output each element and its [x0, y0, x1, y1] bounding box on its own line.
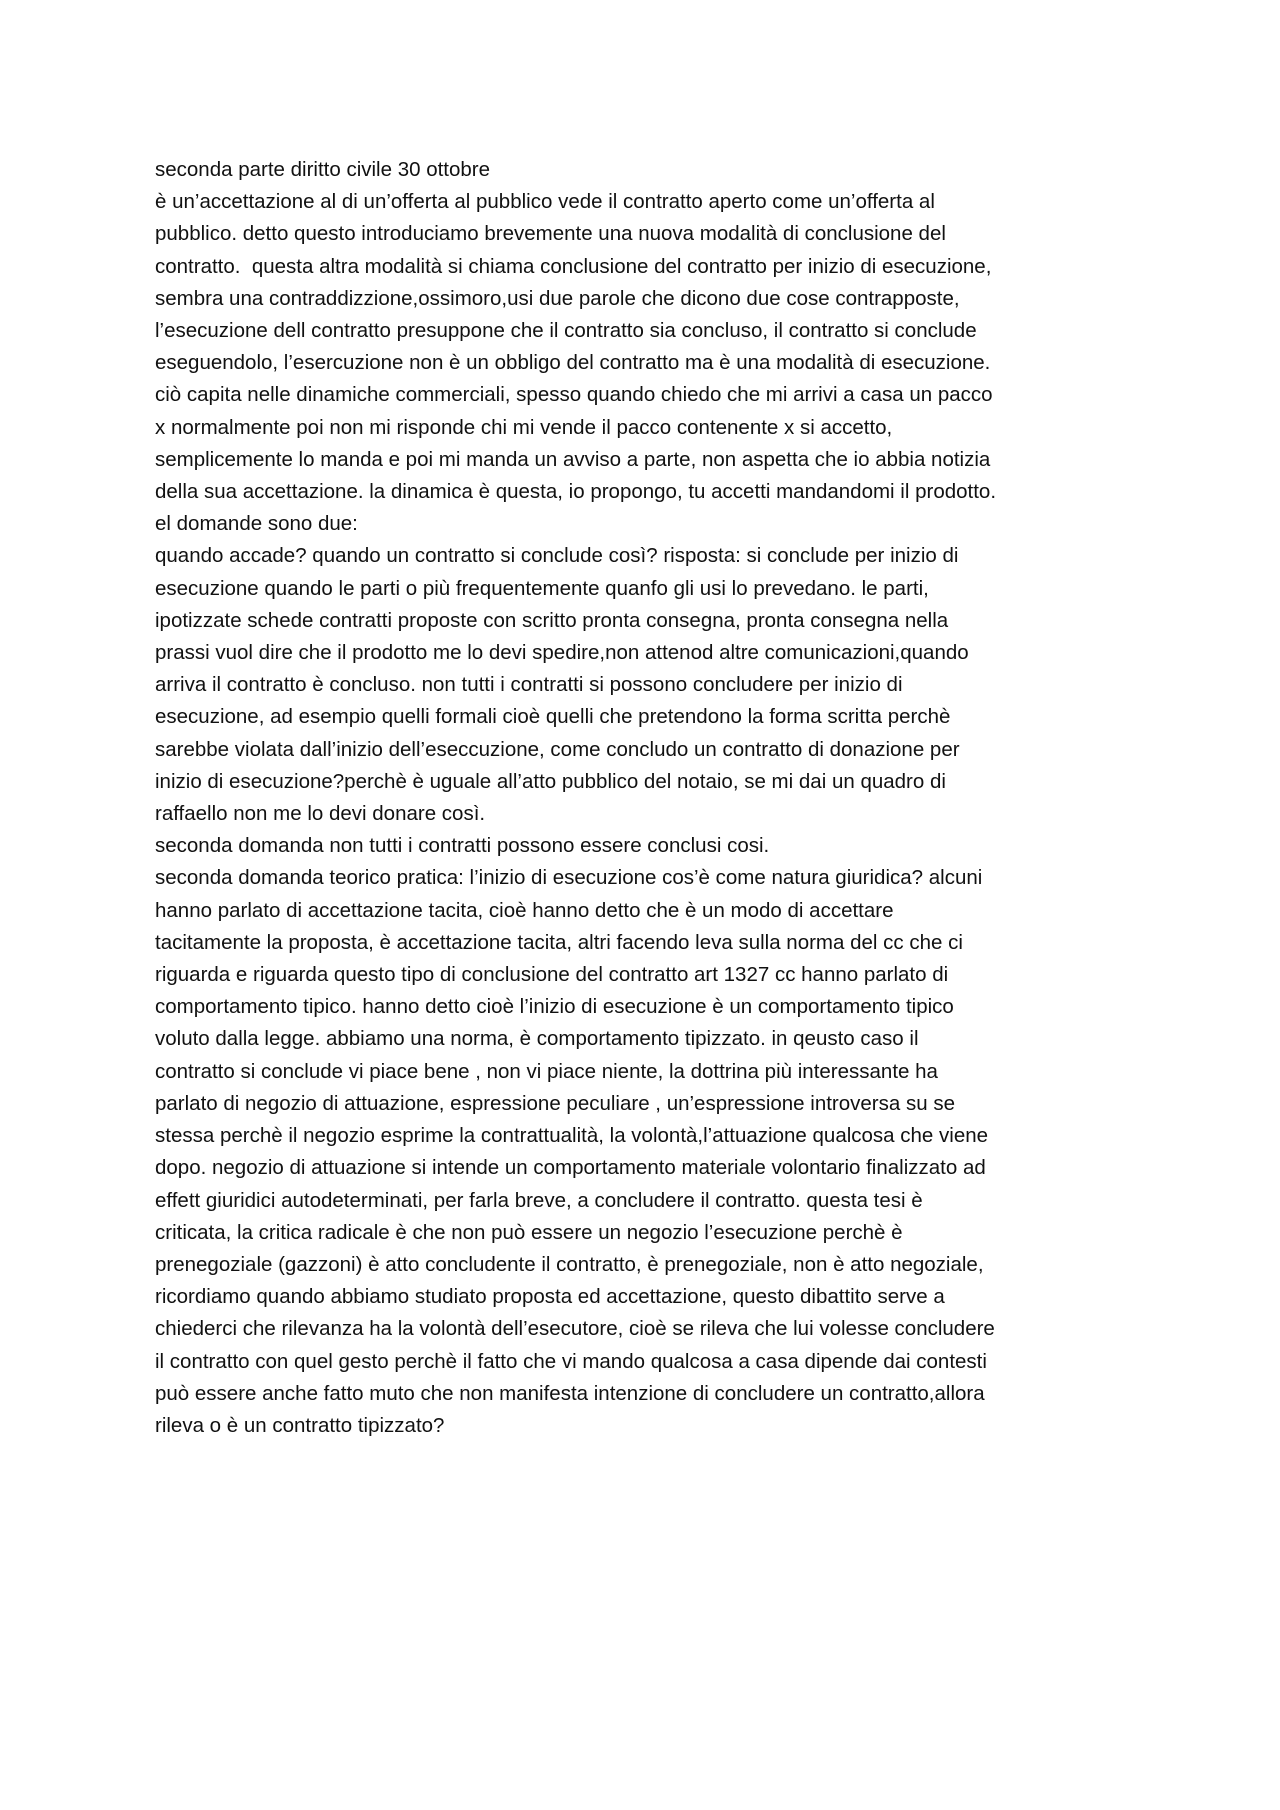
text-line: è un’accettazione al di un’offerta al pubblico vede il contratto aperto come un’offerta al	[155, 190, 935, 214]
text-line: contratto si conclude vi piace bene , non vi piace niente, la dottrina più interessante ha	[155, 1059, 938, 1083]
text-line: seconda parte diritto civile 30 ottobre	[155, 158, 491, 181]
text-line: può essere anche fatto muto che non manifesta intenzione di concludere un contratto,allora	[155, 1381, 985, 1405]
text-line: contratto. questa altra modalità si chiama conclusione del contratto per inizio di esecuzione,	[155, 254, 992, 278]
text-line: hanno parlato di accettazione tacita, cioè hanno detto che è un modo di accettare	[155, 898, 894, 922]
text-line: pubblico. detto questo introduciamo brevemente una nuova modalità di conclusione del	[155, 222, 946, 246]
text-line: l’esecuzione dell contratto presuppone che il contratto sia concluso, il contratto si conclude	[155, 319, 977, 343]
text-line: sarebbe violata dall’inizio dell’eseccuzione, come concludo un contratto di donazione per	[155, 737, 960, 761]
text-line: raffaello non me lo devi donare così.	[155, 802, 486, 826]
text-line: esecuzione quando le parti o più frequentemente quanfo gli usi lo prevedano. le parti,	[155, 576, 929, 600]
text-line: semplicemente lo manda e poi mi manda un avviso a parte, non aspetta che io abbia notizia	[155, 447, 991, 471]
text-line: criticata, la critica radicale è che non può essere un negozio l’esecuzione perchè è	[155, 1220, 903, 1244]
text-line: rileva o è un contratto tipizzato?	[155, 1413, 445, 1437]
text-line: riguarda e riguarda questo tipo di conclusione del contratto art 1327 cc hanno parlato di	[155, 963, 949, 987]
text-line: tacitamente la proposta, è accettazione tacita, altri facendo leva sulla norma del cc che ci	[155, 930, 963, 954]
text-line: x normalmente poi non mi risponde chi mi vende il pacco contenente x si accetto,	[155, 415, 893, 439]
text-line: parlato di negozio di attuazione, espressione peculiare , un’espressione introversa su se	[155, 1091, 955, 1115]
text-line: seconda domanda teorico pratica: l’inizio di esecuzione cos’è come natura giuridica? alcuni	[155, 866, 983, 890]
text-line: prassi vuol dire che il prodotto me lo devi spedire,non attenod altre comunicazioni,quando	[155, 641, 969, 665]
text-line: inizio di esecuzione?perchè è uguale all’atto pubblico del notaio, se mi dai un quadro di	[155, 769, 946, 793]
text-line: della sua accettazione. la dinamica è questa, io propongo, tu accetti mandandomi il prodotto.	[155, 480, 997, 504]
text-line: seconda domanda non tutti i contratti possono essere conclusi cosi.	[155, 834, 770, 858]
text-line: effett giuridici autodeterminati, per farla breve, a concludere il contratto. questa tesi è	[155, 1188, 923, 1212]
text-line: il contratto con quel gesto perchè il fatto che vi mando qualcosa a casa dipende dai contesti	[155, 1349, 987, 1373]
text-line: chiederci che rilevanza ha la volontà dell’esecutore, cioè se rileva che lui volesse concludere	[155, 1317, 995, 1341]
text-line: esecuzione, ad esempio quelli formali cioè quelli che pretendono la forma scritta perchè	[155, 705, 951, 729]
text-line: sembra una contraddizzione,ossimoro,usi due parole che dicono due cose contrapposte,	[155, 286, 960, 310]
text-line: ricordiamo quando abbiamo studiato proposta ed accettazione, questo dibattito serve a	[155, 1285, 945, 1309]
text-line: ipotizzate schede contratti proposte con scritto pronta consegna, pronta consegna nella	[155, 608, 949, 632]
document-body	[155, 154, 1155, 1442]
text-line: el domande sono due:	[155, 512, 358, 536]
text-line: comportamento tipico. hanno detto cioè l’inizio di esecuzione è un comportamento tipico	[155, 995, 954, 1019]
text-line: stessa perchè il negozio esprime la contrattualità, la volontà,l’attuazione qualcosa che viene	[155, 1124, 989, 1148]
text-line: voluto dalla legge. abbiamo una norma, è comportamento tipizzato. in qeusto caso il	[155, 1027, 919, 1051]
text-line: quando accade? quando un contratto si conclude così? risposta: si conclude per inizio di	[155, 544, 959, 568]
text-line: arriva il contratto è concluso. non tutti i contratti si possono concludere per inizio di	[155, 673, 903, 697]
text-line: eseguendolo, l’esercuzione non è un obbligo del contratto ma è una modalità di esecuzione.	[155, 351, 991, 375]
text-line: ciò capita nelle dinamiche commerciali, spesso quando chiedo che mi arrivi a casa un pacco	[155, 383, 993, 407]
text-line: dopo. negozio di attuazione si intende un comportamento materiale volontario finalizzato ad	[155, 1156, 986, 1180]
text-line: prenegoziale (gazzoni) è atto concludente il contratto, è prenegoziale, non è atto negoziale,	[155, 1252, 984, 1276]
